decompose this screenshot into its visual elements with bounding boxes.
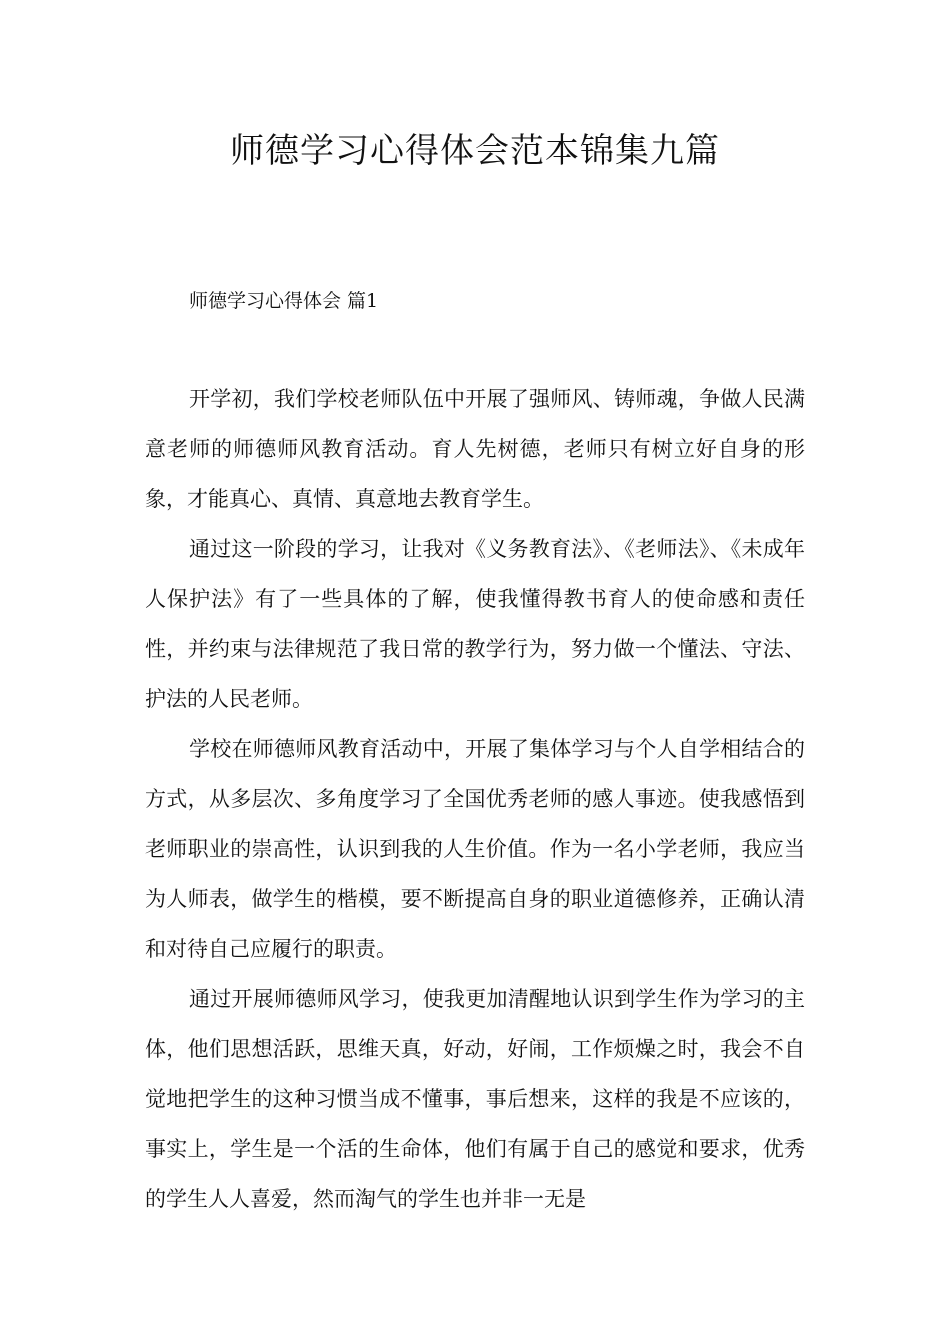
paragraph-2: 通过这一阶段的学习，让我对《义务教育法》、《老师法》、《未成年人保护法》有了一些具体的了解，使我懂得教书育人的使命感和责任性，并约束与法律规范了我日常的教学行为，努力做一个懂法、守法、护法的人民老师。 [145, 537, 805, 711]
section-heading: 师德学习心得体会 篇1 [189, 290, 379, 312]
document-body [145, 374, 805, 1224]
document-title: 师德学习心得体会范本锦集九篇 [230, 131, 720, 171]
paragraph-4: 通过开展师德师风学习，使我更加清醒地认识到学生作为学习的主体，他们思想活跃，思维天真，好动，好闹，工作烦燥之时，我会不自觉地把学生的这种习惯当成不懂事，事后想来，这样的我是不应该的，事实上，学生是一个活的生命体，他们有属于自己的感觉和要求，优秀的学生人人喜爱，然而淘气的学生也并非一无是 [145, 987, 805, 1211]
paragraph-1: 开学初，我们学校老师队伍中开展了强师风、铸师魂，争做人民满意老师的师德师风教育活动。育人先树德，老师只有树立好自身的形象，才能真心、真情、真意地去教育学生。 [145, 387, 805, 511]
paragraph-3: 学校在师德师风教育活动中，开展了集体学习与个人自学相结合的方式，从多层次、多角度学习了全国优秀老师的感人事迹。使我感悟到老师职业的崇高性，认识到我的人生价值。作为一名小学老师，我应当为人师表，做学生的楷模，要不断提高自身的职业道德修养，正确认清和对待自己应履行的职责。 [145, 737, 805, 961]
